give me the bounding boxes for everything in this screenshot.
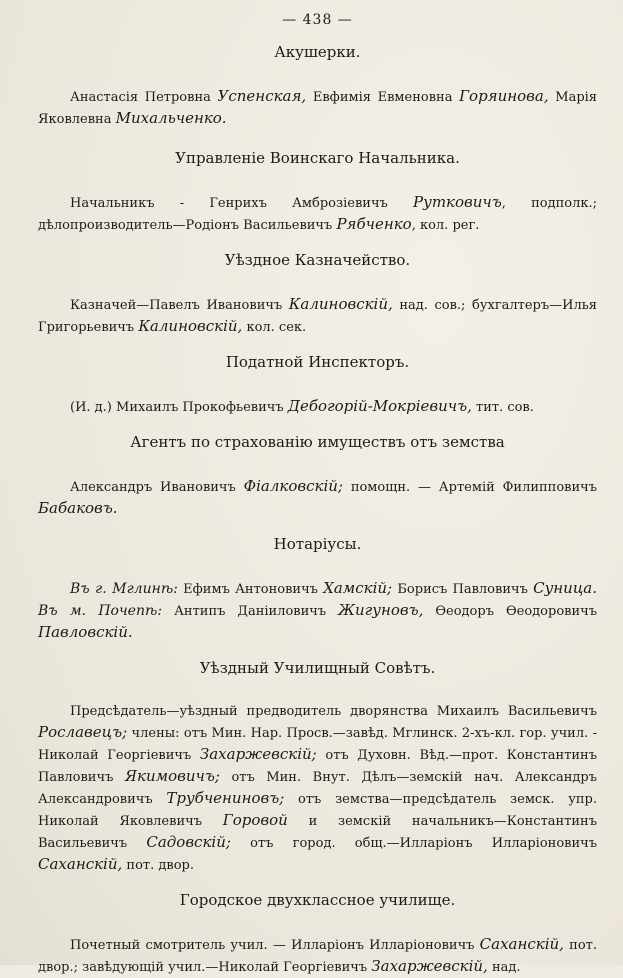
person-surname: Жигуновъ, — [338, 601, 424, 619]
text-run: пот. двор. — [122, 858, 194, 873]
section-heading: Нотаріусы. — [273, 535, 362, 553]
section-heading: Уѣздное Казначейство. — [224, 251, 411, 269]
section-heading: Городское двухклассное училище. — [179, 891, 456, 909]
section-school-council — [38, 658, 597, 876]
person-surname: Суница. — [533, 579, 597, 597]
text-run: , подполк.; дѣлопроизводитель—Родіонъ Васильевичъ — [38, 196, 597, 233]
text-run: Почетный смотритель учил. — Илларіонъ Илларіоновичъ — [70, 938, 480, 953]
text-run: Марія Яковлевна — [38, 90, 598, 127]
person-surname: Фіалковскій; — [243, 477, 343, 495]
text-run: Антипъ Даніиловичъ — [162, 604, 339, 619]
person-surname: Павловскій. — [38, 623, 133, 641]
person-surname: Рославецъ; — [38, 723, 128, 741]
person-surname: Калиновскій, — [288, 295, 393, 313]
person-surname: Садовскій; — [146, 833, 231, 851]
person-surname: Якимовичъ; — [124, 767, 220, 785]
person-surname: Захаржевскій; — [199, 745, 317, 763]
section-heading: Податной Инспекторъ. — [225, 353, 410, 371]
section-midwives — [38, 42, 597, 130]
person-surname: Саханскій, — [479, 935, 564, 953]
person-surname: Захаржевскій, — [371, 957, 488, 975]
text-run: члены: отъ Мин. Нар. Просв.—завѣд. Мглинск. 2-хъ-кл. гор. учил. - Николай Георгіевичъ — [38, 726, 597, 763]
section-heading: Управленіе Воинскаго Начальника. — [175, 149, 460, 167]
text-run: кол. сек. — [242, 320, 307, 335]
section-paragraph — [38, 396, 597, 418]
section-paragraph — [38, 476, 597, 520]
section-insurance-agent — [38, 432, 597, 520]
text-run: помощн. — Артемій Филипповичъ — [342, 480, 597, 495]
section-paragraph — [38, 934, 597, 978]
text-run: тит. сов. — [471, 400, 534, 415]
text-run: Александръ Ивановичъ — [70, 480, 244, 495]
text-run: и земскій начальникъ—Константинъ Васильевичъ — [38, 814, 597, 851]
text-run: Ѳеодоръ Ѳеодоровичъ — [423, 604, 597, 619]
person-surname: Дебогорій-Мокріевичъ, — [287, 397, 472, 415]
section-tax-inspector — [38, 352, 597, 418]
text-run: (И. д.) Михаилъ Прокофьевичъ — [70, 400, 288, 415]
place-label: Въ г. Мглинѣ: — [70, 581, 178, 597]
person-surname: Горяинова, — [459, 87, 549, 105]
person-surname: Калиновскій, — [138, 317, 243, 335]
person-surname: Рутковичъ — [413, 193, 502, 211]
section-military-office — [38, 148, 597, 236]
place-label: Въ м. Почепѣ: — [38, 603, 163, 619]
text-run: Предсѣдатель—уѣздный предводитель дворянства Михаилъ Васильевичъ — [70, 704, 597, 719]
person-surname: Рябченко — [336, 215, 412, 233]
section-notaries — [38, 534, 597, 644]
text-run: Евфимія Евменовна — [306, 90, 460, 105]
text-run: отъ земства—предсѣдатель земск. упр. Николай Яковлевичъ — [38, 792, 597, 829]
person-surname: Саханскій, — [38, 855, 123, 873]
person-surname: Трубчениновъ; — [166, 789, 285, 807]
text-run: отъ Мин. Внут. Дѣлъ—земскій нач. Александръ Александровичъ — [38, 770, 597, 807]
text-run: Начальникъ - Генрихъ Амброзіевичъ — [70, 196, 414, 211]
person-surname: Бабаковъ. — [38, 499, 118, 517]
section-paragraph — [38, 578, 597, 644]
section-paragraph — [38, 294, 597, 338]
text-run: над. — [487, 960, 521, 975]
person-surname: Горовой — [222, 811, 288, 829]
text-run: Борисъ Павловичъ — [392, 582, 534, 597]
section-paragraph — [38, 86, 597, 130]
person-surname: Хамскій; — [323, 579, 393, 597]
text-run: , кол. рег. — [411, 218, 480, 233]
text-run: пот. двор.; завѣдующій учил.—Николай Георгіевичъ — [38, 938, 597, 975]
text-run: над. сов.; бухгалтеръ—Илья Григорьевичъ — [38, 298, 597, 335]
page-number: — 438 — — [282, 12, 353, 28]
section-paragraph — [38, 192, 597, 236]
section-treasury — [38, 250, 597, 338]
section-heading: Агентъ по страхованію имуществъ отъ земства — [130, 433, 505, 451]
text-run: Анастасія Петровна — [70, 90, 218, 105]
person-surname: Михальченко. — [115, 109, 227, 127]
section-paragraph — [38, 702, 597, 876]
text-run: Ефимъ Антоновичъ — [177, 582, 324, 597]
text-run: отъ Духовн. Вѣд.—прот. Константинъ Павловичъ — [38, 748, 597, 785]
section-heading: Акушерки. — [274, 43, 361, 61]
text-run: Казначей—Павелъ Ивановичъ — [70, 298, 289, 313]
section-heading: Уѣздный Училищный Совѣтъ. — [199, 659, 436, 677]
text-run: отъ город. общ.—Илларіонъ Илларіоновичъ — [230, 836, 597, 851]
person-surname: Успенская, — [217, 87, 307, 105]
